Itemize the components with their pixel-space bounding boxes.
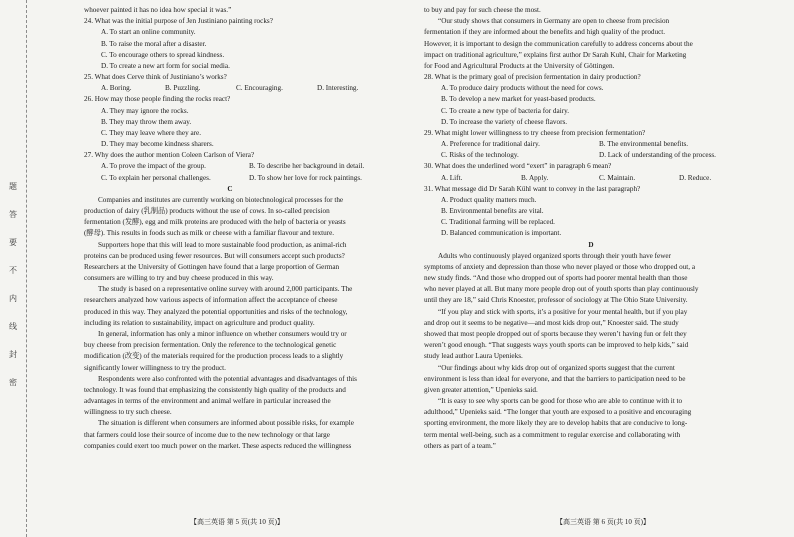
passage-line: In general, information has only a minor influence on whether consumers would try or (98, 329, 347, 338)
option: A. Lift. (441, 173, 463, 182)
option: A. They may ignore the rocks. (101, 106, 189, 115)
option: D. To increase the variety of cheese flavors. (441, 117, 568, 126)
option: D. To create a new art form for social media. (101, 61, 230, 70)
option: C. To encourage others to spread kindness. (101, 50, 225, 59)
question-24-stem: 24. What was the initial purpose of Jen Justiniano painting rocks? (84, 17, 273, 26)
passage-line: sporting environment, the more likely they are to develop habits that are conducive to long- (424, 419, 688, 428)
section-heading: C (227, 184, 233, 193)
passage-line: companies could exert too much power on the market. These aspects reduced the willingness (84, 441, 352, 450)
passage-line: significantly lower willingness to try the product. (84, 363, 226, 372)
passage-line: Researchers at the University of Gottingen have found that a large proportion of German (84, 262, 340, 271)
passage-line: given greater attention,” Upenieks said. (424, 385, 538, 394)
option: C. Maintain. (599, 173, 636, 182)
question-28-stem: 28. What is the primary goal of precision fermentation in dairy production? (424, 73, 641, 82)
passage-line: “It is easy to see why sports can be good for those who are able to continue with it to (438, 397, 683, 406)
option: D. Balanced communication is important. (441, 229, 562, 238)
binding-char: 不 (9, 266, 17, 275)
option: A. To start an online community. (101, 28, 196, 37)
binding-char: 答 (9, 210, 17, 219)
question-29-stem: 29. What might lower willingness to try cheese from precision fermentation? (424, 128, 646, 137)
passage-line: The situation is different when consumers are informed about possible risks, for example (98, 419, 354, 428)
option: A. Preference for traditional dairy. (441, 140, 540, 149)
passage-line: study lead author Laura Upenieks. (424, 352, 523, 361)
passage-line: others as part of a team.” (424, 441, 496, 450)
option: A. Product quality matters much. (441, 195, 537, 204)
binding-char: 封 (9, 350, 17, 359)
question-30-stem: 30. What does the underlined word “exert” in paragraph 6 mean? (424, 162, 612, 171)
passage-line: who never played at all. But many more people drop out of youth sports than play continuously (424, 285, 699, 294)
option: B. To develop a new market for yeast-based products. (441, 95, 596, 104)
option: D. To show her love for rock paintings. (249, 173, 362, 182)
option: B. Apply. (521, 173, 549, 182)
passage-line: (酵母). This results in foods such as milk or cheese with a familiar flavour and texture. (84, 229, 335, 238)
passage-line: “Our study shows that consumers in Germany are open to cheese from precision (438, 17, 670, 26)
passage-line: Adults who continuously played organized sports through their youth have fewer (438, 251, 672, 260)
passage-line: researchers analyzed how various aspects of information affect the acceptance of cheese (84, 296, 338, 305)
binding-char: 要 (9, 238, 17, 247)
left-column (84, 5, 376, 452)
passage-line: weren’t good enough. “That suggests ways youth sports can be improved to help kids,” said (424, 341, 689, 350)
binding-char: 题 (9, 182, 17, 191)
question-25-options (84, 83, 376, 94)
option: C. To create a new type of bacteria for dairy. (441, 106, 570, 115)
passage-line: including its relation to sustainability, impact on agriculture and product quality. (84, 318, 315, 327)
option: D. Lack of understanding of the process. (599, 151, 716, 160)
passage-line: term mental well-being, such as a commitment to regular exercise and collaborating with (424, 430, 681, 439)
page-footer-right: 【高三英语 第 6 页(共 10 页)】 (556, 518, 650, 526)
passage-line: to buy and pay for such cheese the most. (424, 6, 541, 14)
text-line: whoever painted it has no idea how special it was.” (84, 6, 232, 14)
passage-line: environment is less than ideal for everyone, and that the barriers to participation need to be (424, 374, 686, 383)
passage-line: modification (改变) of the materials required for the production process leads to a slightly (84, 352, 344, 361)
option: C. To explain her personal challenges. (101, 173, 211, 182)
question-29-options-row (424, 150, 758, 161)
passage-line: until they are 18,” said Chris Knoester, professor of sociology at The Ohio State University. (424, 296, 688, 305)
option: B. They may throw them away. (101, 117, 192, 126)
passage-line: “Our findings about why kids drop out of organized sports suggest that the current (438, 363, 675, 372)
passage-line: for Food and Agricultural Products at the University of Göttingen. (424, 61, 615, 70)
question-31-stem: 31. What message did Dr Sarah Kühl want to convey in the last paragraph? (424, 184, 641, 193)
passage-line: fermentation (发酵), egg and milk proteins are produced with the help of bacteria or yeasts (84, 218, 346, 227)
passage-line: However, it is important to design the communication carefully to address concerns about the (424, 39, 693, 48)
passage-line: advantages in terms of the environment and animal welfare in particular increased the (84, 397, 331, 406)
binding-char: 线 (9, 322, 17, 331)
section-heading: D (588, 240, 594, 249)
right-column (424, 5, 758, 452)
option: C. Traditional farming will be replaced. (441, 218, 555, 227)
passage-line: buy cheese from precision fermentation. Only the reference to the technological genetic (84, 341, 337, 350)
passage-line: proteins can be produced using fewer resources. But will consumers accept such products? (84, 251, 345, 260)
question-26-stem: 26. How may those people finding the rocks react? (84, 95, 231, 104)
passage-line: and drop out it seems to be negative—and most kids drop out,” Knoester said. The study (424, 318, 679, 327)
passage-line: consumers are willing to try and buy cheese produced in this way. (84, 274, 274, 283)
passage-line: The study is based on a representative online survey with around 2,000 participants. The (98, 285, 353, 294)
passage-line: impact on traditional agriculture,” explains first author Dr Sarah Kuhl, Chair for Marketing (424, 50, 687, 59)
option: A. To produce dairy products without the need for cows. (441, 84, 604, 93)
passage-line: Companies and institutes are currently working on biotechnological processes for the (98, 195, 344, 204)
passage-line: Supporters hope that this will lead to more sustainable food production, as animal-rich (98, 240, 347, 249)
passage-line: Respondents were also confronted with the potential advantages and disadvantages of this (98, 374, 357, 383)
passage-line: that farmers could lose their source of income due to the new technology or that large (84, 430, 330, 439)
option: D. They may become kindness sharers. (101, 140, 214, 149)
option: A. Boring. (101, 84, 132, 93)
binding-char: 密 (9, 378, 17, 387)
question-30-options (424, 173, 758, 184)
passage-line: produced in this way. They analyzed the potential opportunities and risks of the technology, (84, 307, 348, 316)
passage-line: new study finds. “And those who dropped out of sports had poorer mental health than those (424, 274, 688, 283)
question-27-stem: 27. Why does the author mention Coleen Carlson of Viera? (84, 151, 255, 160)
option: B. To describe her background in detail. (249, 162, 365, 171)
passage-line: willingness to try such cheese. (84, 408, 172, 417)
option: B. To raise the moral after a disaster. (101, 39, 207, 48)
passage-line: “If you play and stick with sports, it’s a positive for your mental health, but if you play (438, 307, 688, 316)
option: C. Encouraging. (236, 84, 283, 93)
passage-line: adulthood,” Upenieks said. “The longer that youth are exposed to a positive and encouraging (424, 408, 692, 417)
option: A. To prove the impact of the group. (101, 162, 206, 171)
page-footer-left: 【高三英语 第 5 页(共 10 页)】 (190, 518, 284, 526)
option: D. Reduce. (679, 173, 712, 182)
option: D. Interesting. (317, 84, 359, 93)
option: C. Risks of the technology. (441, 151, 519, 160)
option: C. They may leave where they are. (101, 128, 202, 137)
option: B. Puzzling. (165, 84, 201, 93)
passage-line: fermentation if they are informed about the benefits and high quality of the product. (424, 28, 666, 37)
binding-margin (0, 0, 48, 537)
question-29-options-row (424, 139, 758, 150)
option: B. The environmental benefits. (599, 140, 689, 149)
question-27-options-row (84, 173, 376, 184)
question-25-stem: 25. What does Cerve think of Justiniano’s works? (84, 73, 227, 82)
passage-line: showed that most people dropped out of sports because they weren’t having fun or felt they (424, 329, 687, 338)
passage-line: technology. It was found that emphasizing the consistently high quality of the products and (84, 385, 346, 394)
passage-line: symptoms of anxiety and depression than those who never played or those who dropped out, a (424, 262, 696, 271)
question-27-options-row (84, 161, 376, 172)
binding-char: 内 (9, 294, 17, 303)
seal-line (26, 0, 27, 537)
option: B. Environmental benefits are vital. (441, 207, 544, 216)
passage-line: production of dairy (乳制品) products without the use of cows. In so-called precision (84, 207, 330, 216)
